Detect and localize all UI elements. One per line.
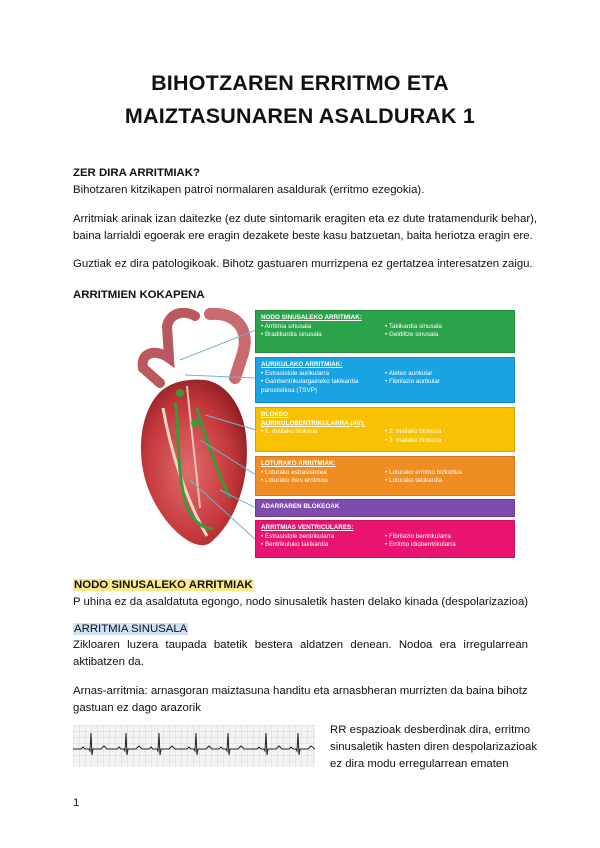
panel-purple-title: ADARRAREN BLOKEOAK [261, 503, 340, 510]
panel-lotura [255, 456, 515, 496]
panel-yellow-title-1: BLOKEO [261, 411, 288, 418]
title-line-2: MAIZTASUNAREN ASALDURAK 1 [124, 104, 476, 128]
panel-yellow-item: • 2. mailako blokeoa [385, 428, 509, 437]
intro-paragraph-2-line-1: Arritmiak arinak izan daitezke (ez dute sintomarik eragiten eta ez dute tratamendurik behar), [73, 213, 538, 225]
panel-yellow-item: • 3. mailako blokeoa [385, 437, 509, 446]
panel-blue-title: AURIKULAKO ARRITMIAK: [261, 361, 343, 368]
panel-nodo-sinusal [255, 310, 515, 353]
panel-blue-item: • Fibrilazio aurikular [385, 378, 509, 387]
panel-bentrikulu [255, 520, 515, 558]
panel-orange-item: • Loturako erritmo bizkortua [385, 469, 509, 478]
panel-orange-title: LOTURAKO ARRITMIAK: [261, 460, 336, 467]
ecg-note-line-1: RR espazioak desberdinak dira, erritmo [330, 724, 531, 736]
intro-paragraph-2-line-2: baina larrialdi egoerak ere eragin dezakete beste kasu batzuetan, baita heriotza eragin ere. [73, 230, 533, 242]
intro-heading: ZER DIRA ARRITMIAK? [73, 167, 200, 179]
panel-green-item: • Arritmia sinusala [261, 323, 385, 332]
panel-pink-item: • Fibrilazio bentrikularra [385, 533, 509, 542]
panel-adarra [255, 499, 515, 517]
arritmia-paragraph-1: Zikloaren luzera taupada batetik bestera aldatzen denean. Nodoa era irregularrean aktibatzen da. [73, 639, 528, 668]
panel-pink-item: • Erritmo idiobentrikularra [385, 541, 509, 550]
panel-blokeo-av [255, 407, 515, 452]
arritmia-paragraph-2-line-1: Arnas-arritmia: arnasgoran maiztasuna handitu eta arnasbheran murrizten da baina bihotz [73, 685, 528, 697]
location-heading: ARRITMIEN KOKAPENA [73, 289, 205, 301]
panel-blue-item: • Gainbentrikulargaineko takikardia paroxistikoa (TSVP) [261, 378, 385, 395]
page-title [40, 67, 560, 133]
arritmia-heading [73, 621, 188, 638]
panel-orange-item: • Loturako ihes erritmoa [261, 477, 385, 486]
intro-paragraph-3: Guztiak ez dira patologikoak. Bihotz gastuaren murrizpena ez gertatzea interesatzen zaigu. [73, 258, 533, 270]
panel-aurikula [255, 357, 515, 403]
nodo-paragraph: P uhina ez da asaldatuta egongo, nodo sinusaletik hasten delako kinada (despolarizazioa) [73, 596, 529, 608]
panel-green-title: NODO SINUSALEKO ARRITMIAK: [261, 314, 362, 321]
intro-paragraph-1: Bihotzaren kitzikapen patroi normalaren asaldurak (erritmo ezegokia). [73, 184, 425, 196]
connector-lines [160, 320, 260, 550]
panel-yellow-title-2: AURIKULOBENTRIKULARRA (AV): [261, 419, 365, 427]
panel-orange-item: • Loturako estrasistolea [261, 469, 385, 478]
arritmia-heading-text: ARRITMIA SINUSALA [74, 623, 188, 635]
panel-pink-title: ARRITMIAS VENTRICULARES: [261, 524, 354, 531]
panel-blue-item: • Aleteo aurikular [385, 370, 509, 379]
page-number: 1 [73, 797, 80, 809]
panel-blue-item: • Estrasistole aurikularra [261, 370, 385, 379]
ecg-note-line-2: sinusaletik hasten diren despolarizazioak [330, 741, 538, 753]
title-line-1: BIHOTZAREN ERRITMO ETA [151, 71, 449, 95]
arritmia-paragraph-2-line-2: gastuan ez dago arazorik [73, 702, 201, 714]
nodo-heading-text: NODO SINUSALEKO ARRITMIAK [74, 579, 253, 591]
panel-green-item: • Takikardia sinusala [385, 323, 509, 332]
panel-green-item: • Geldiltze sinusala [385, 331, 509, 340]
panel-yellow-item: • 1. mailako blokeoa [261, 428, 385, 437]
panel-orange-item: • Loturako takikardia [385, 477, 509, 486]
nodo-heading [73, 577, 254, 594]
ecg-strip [73, 725, 315, 767]
panel-pink-item: • Bentrikuluko takikardia [261, 541, 385, 550]
panel-green-item: • Bradikardia sinusala [261, 331, 385, 340]
ecg-note-line-3: ez dira modu erregularrean ematen [330, 758, 509, 770]
panel-pink-item: • Estrasistole bentrikularra [261, 533, 385, 542]
